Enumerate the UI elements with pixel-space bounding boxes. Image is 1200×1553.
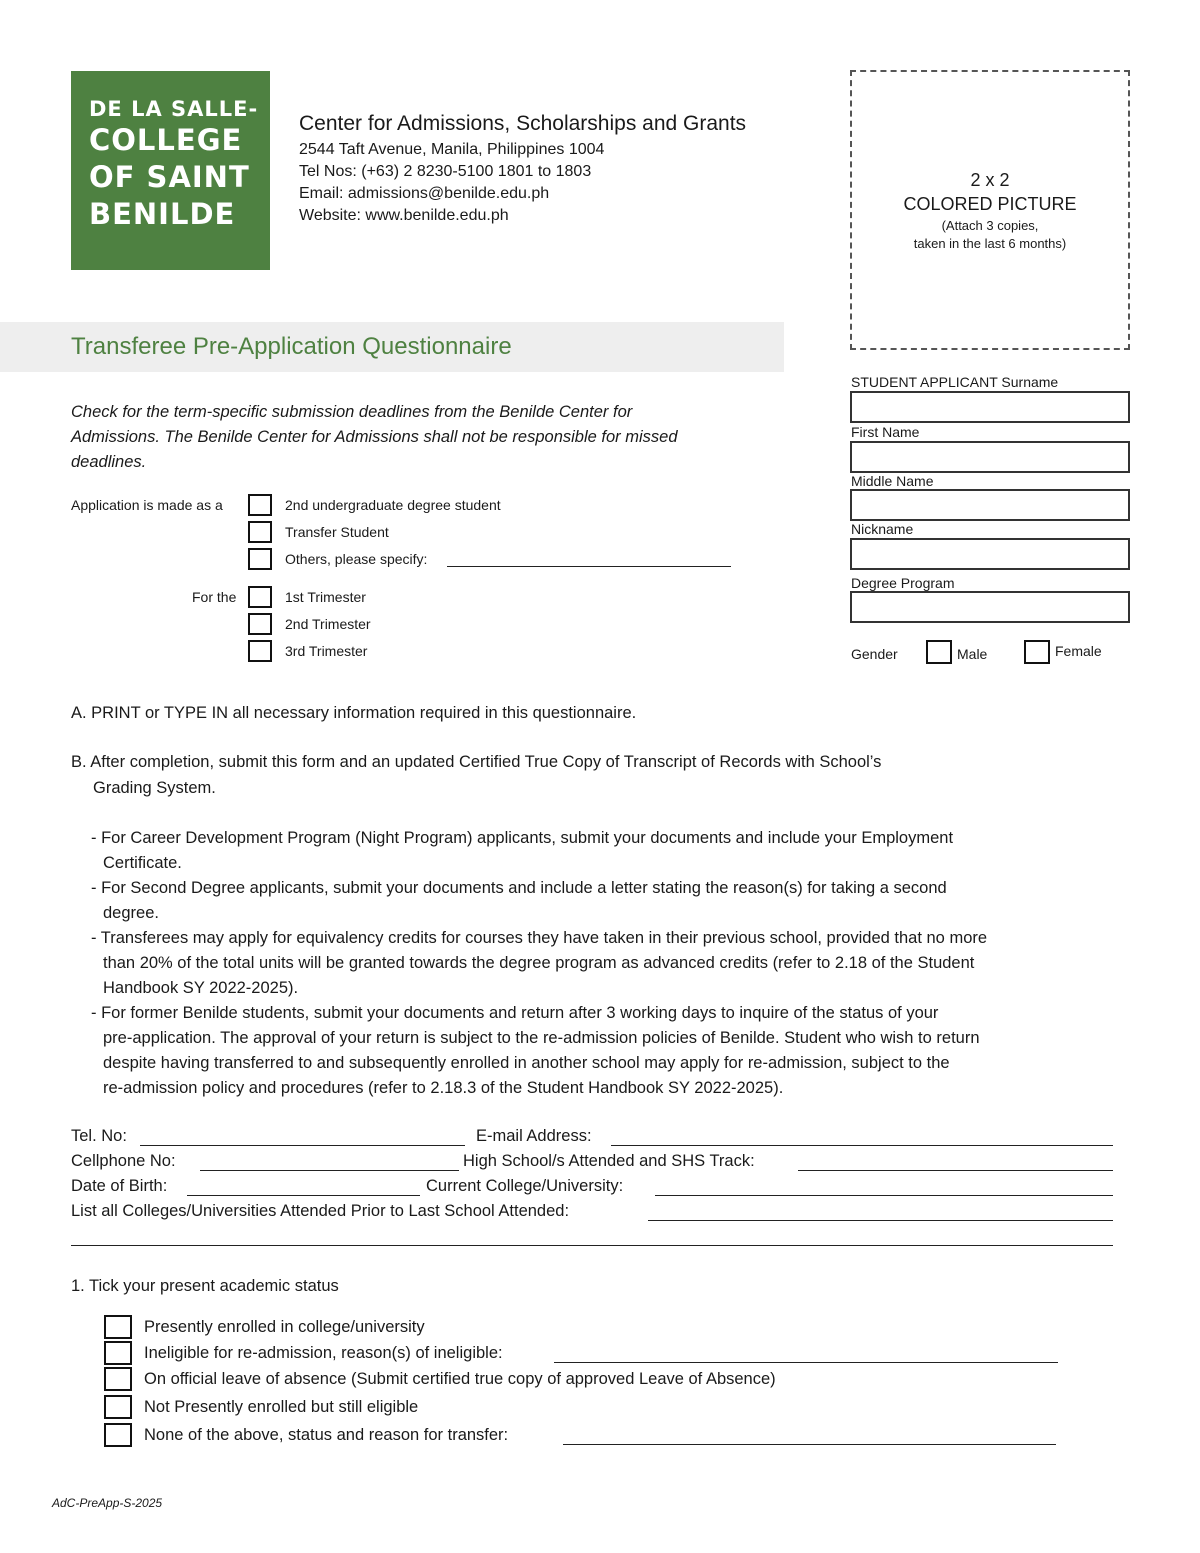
option-transfer: Transfer Student [285,524,389,540]
instruction-a: A. PRINT or TYPE IN all necessary information required in this questionnaire. [71,704,637,722]
checkbox-female[interactable] [1024,640,1050,664]
dob-line[interactable] [187,1195,420,1196]
option-others: Others, please specify: [285,551,428,567]
org-tel: Tel Nos: (+63) 2 8230-5100 1801 to 1803 [299,163,592,180]
middle-name-field[interactable] [850,489,1130,521]
first-name-label: First Name [851,424,920,440]
cellphone-label: Cellphone No: [71,1152,176,1170]
cellphone-line[interactable] [200,1170,459,1171]
photo-placeholder [850,70,1130,350]
email-label: E-mail Address: [476,1127,592,1145]
tel-line[interactable] [140,1145,465,1146]
checkbox-3rd-trimester[interactable] [248,640,272,662]
bullet-2-line-1: - For Second Degree applicants, submit your documents and include a letter stating the reason(s) for taking a second [91,879,947,897]
others-specify-line[interactable] [447,566,731,567]
photo-note-1: (Attach 3 copies, [941,218,1039,233]
status-leave-of-absence: On official leave of absence (Submit certified true copy of approved Leave of Absence) [144,1370,776,1388]
checkbox-none-of-above[interactable] [104,1423,132,1447]
org-website: Website: www.benilde.edu.ph [299,207,509,224]
tel-label: Tel. No: [71,1127,127,1145]
page-title: Transferee Pre-Application Questionnaire [71,333,512,360]
transfer-reason-line[interactable] [563,1444,1056,1445]
first-name-field[interactable] [850,441,1130,473]
status-presently-enrolled: Presently enrolled in college/university [144,1318,425,1336]
status-ineligible: Ineligible for re-admission, reason(s) of ineligible: [144,1344,503,1362]
surname-field[interactable] [850,391,1130,423]
bullet-3-line-3: Handbook SY 2022-2025). [103,979,299,997]
degree-program-label: Degree Program [851,575,955,591]
org-email: Email: admissions@benilde.edu.ph [299,185,550,202]
checkbox-1st-trimester[interactable] [248,586,272,608]
checkbox-others[interactable] [248,548,272,570]
prior-colleges-line[interactable] [648,1220,1113,1221]
status-none-of-above: None of the above, status and reason for transfer: [144,1426,509,1444]
checkbox-leave-of-absence[interactable] [104,1367,132,1391]
org-name: Center for Admissions, Scholarships and Grants [299,112,747,135]
org-address: 2544 Taft Avenue, Manila, Philippines 1004 [299,141,605,158]
photo-note-2: taken in the last 6 months) [913,236,1067,251]
degree-program-field[interactable] [850,591,1130,623]
status-not-enrolled: Not Presently enrolled but still eligible [144,1398,419,1416]
prior-colleges-line-2[interactable] [71,1245,1113,1246]
bullet-4-line-2: pre-application. The approval of your return is subject to the re-admission policies of Benilde. Student who wish to return [103,1029,980,1047]
option-2nd-degree: 2nd undergraduate degree student [285,497,501,513]
ineligible-reason-line[interactable] [554,1362,1058,1363]
checkbox-2nd-trimester[interactable] [248,613,272,635]
form-code: AdC-PreApp-S-2025 [52,1496,163,1510]
prior-colleges-label: List all Colleges/Universities Attended Prior to Last School Attended: [71,1202,570,1220]
bullet-4-line-4: re-admission policy and procedures (refer to 2.18.3 of the Student Handbook SY 2022-2025). [103,1079,784,1097]
deadline-notice: Check for the term-specific submission deadlines from the Benilde Center for Admissions. The Benilde Center for Admissions shall not be responsible for missed deadlines. [71,403,678,471]
male-label: Male [957,646,988,662]
surname-label: STUDENT APPLICANT Surname [851,374,1059,390]
checkbox-ineligible[interactable] [104,1341,132,1365]
middle-name-label: Middle Name [851,473,934,489]
instruction-b-line-1: B. After completion, submit this form and an updated Certified True Copy of Transcript of Records with School’s [71,753,882,771]
email-line[interactable] [611,1145,1113,1146]
current-college-line[interactable] [655,1195,1113,1196]
high-school-label: High School/s Attended and SHS Track: [463,1152,755,1170]
bullet-3-line-2: than 20% of the total units will be granted towards the degree program as advanced credits (refer to 2.18 of the Student [103,954,975,972]
checkbox-presently-enrolled[interactable] [104,1315,132,1339]
logo-line-1: DE LA SALLE- [89,97,259,121]
checkbox-male[interactable] [926,640,952,664]
dob-label: Date of Birth: [71,1177,168,1195]
bullet-4-line-3: despite having transferred to and subsequently enrolled in another school may apply for re-admission, subject to the [103,1054,950,1072]
term-label: For the [192,589,237,605]
gender-label: Gender [851,646,898,662]
checkbox-2nd-degree[interactable] [248,494,272,516]
option-2nd-trimester: 2nd Trimester [285,616,371,632]
bullet-2-line-2: degree. [103,904,159,922]
instruction-b-line-2: Grading System. [93,779,216,797]
checkbox-transfer[interactable] [248,521,272,543]
photo-label: COLORED PICTURE [903,194,1077,214]
status-heading: 1. Tick your present academic status [71,1277,339,1295]
option-1st-trimester: 1st Trimester [285,589,366,605]
bullet-1-line-1: - For Career Development Program (Night Program) applicants, submit your documents and include your Employment [91,829,954,847]
application-label: Application is made as a [71,497,223,513]
logo-line-2: COLLEGE [89,123,243,157]
female-label: Female [1055,643,1102,659]
title-banner [0,322,784,372]
nickname-field[interactable] [850,538,1130,570]
nickname-label: Nickname [851,521,914,537]
photo-size: 2 x 2 [970,170,1010,190]
current-college-label: Current College/University: [426,1177,624,1195]
high-school-line[interactable] [798,1170,1113,1171]
bullet-1-line-2: Certificate. [103,854,182,872]
logo-line-3: OF SAINT [89,160,250,194]
option-3rd-trimester: 3rd Trimester [285,643,368,659]
checkbox-not-enrolled[interactable] [104,1395,132,1419]
college-logo [71,71,270,270]
bullet-4-line-1: - For former Benilde students, submit your documents and return after 3 working days to inquire of the status of your [91,1004,939,1022]
logo-line-4: BENILDE [89,197,236,231]
bullet-3-line-1: - Transferees may apply for equivalency credits for courses they have taken in their previous school, provided that no more [91,929,988,947]
